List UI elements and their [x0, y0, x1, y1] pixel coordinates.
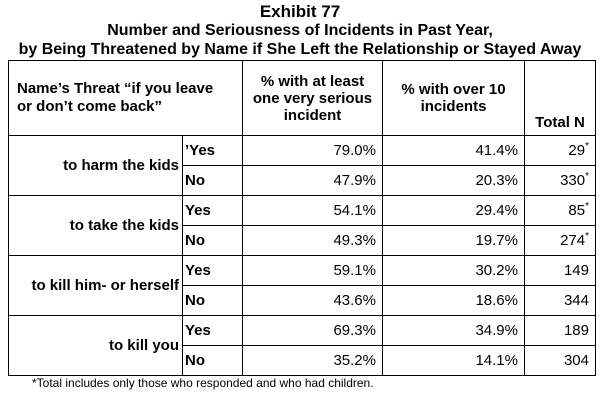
threat-label: to take the kids	[9, 196, 183, 256]
total-n-value: 149	[563, 262, 589, 279]
total-n-value: 29	[568, 142, 586, 159]
serious-pct-cell: 35.2%	[243, 346, 383, 376]
serious-pct-cell: 54.1%	[243, 196, 383, 226]
header-threat-line2: or don’t come back”	[17, 98, 163, 115]
serious-pct-cell: 47.9%	[243, 166, 383, 196]
over10-pct-cell: 19.7%	[383, 226, 525, 256]
header-over10-line1: % with over 10	[401, 81, 506, 98]
total-n-cell	[525, 316, 596, 346]
table-row	[9, 196, 596, 226]
answer-cell: No	[183, 166, 243, 196]
exhibit-title: Exhibit 77	[259, 2, 341, 21]
serious-pct-cell: 43.6%	[243, 286, 383, 316]
header-serious	[243, 61, 383, 136]
table-row	[9, 136, 596, 166]
total-n-cell	[525, 286, 596, 316]
over10-pct-cell: 41.4%	[383, 136, 525, 166]
threat-label: to kill him- or herself	[9, 256, 183, 316]
over10-pct-cell: 29.4%	[383, 196, 525, 226]
answer-cell: No	[183, 226, 243, 256]
total-n-cell	[525, 166, 596, 196]
footnote-marker: *	[585, 171, 589, 182]
serious-pct-cell: 79.0%	[243, 136, 383, 166]
table-row	[9, 316, 596, 346]
exhibit-subtitle-line2: by Being Threatened by Name if She Left the Relationship or Stayed Away	[18, 41, 582, 58]
total-n-value: 189	[563, 322, 589, 339]
footnote: *Total includes only those who responded and who had children.	[32, 376, 374, 390]
answer-cell: No	[183, 346, 243, 376]
total-n-cell	[525, 226, 596, 256]
footnote-marker: *	[585, 141, 589, 152]
header-threat-line1: Name’s Threat “if you leave	[17, 80, 214, 97]
total-n-value: 274	[560, 232, 586, 249]
header-serious-line3: incident	[283, 106, 342, 124]
total-n-cell	[525, 136, 596, 166]
over10-pct-cell: 34.9%	[383, 316, 525, 346]
total-n-cell	[525, 196, 596, 226]
header-serious-line2: one very serious	[252, 89, 373, 107]
total-n-cell	[525, 256, 596, 286]
serious-pct-cell: 49.3%	[243, 226, 383, 256]
total-n-value: 330	[560, 172, 586, 189]
over10-pct-cell: 30.2%	[383, 256, 525, 286]
header-serious-line1: % with at least	[260, 72, 365, 90]
threat-label: to harm the kids	[9, 136, 183, 196]
exhibit-subtitle-line1: Number and Seriousness of Incidents in Past Year,	[107, 22, 493, 39]
over10-pct-cell: 18.6%	[383, 286, 525, 316]
incidents-table	[8, 60, 596, 376]
total-n-cell	[525, 346, 596, 376]
header-row	[9, 61, 596, 136]
total-n-value: 85	[568, 202, 586, 219]
total-n-value: 304	[563, 352, 589, 369]
header-total: Total N	[525, 61, 596, 136]
answer-cell: Yes	[183, 256, 243, 286]
answer-cell: Yes	[183, 196, 243, 226]
threat-label: to kill you	[9, 316, 183, 376]
over10-pct-cell: 14.1%	[383, 346, 525, 376]
answer-cell: No	[183, 286, 243, 316]
over10-pct-cell: 20.3%	[383, 166, 525, 196]
header-over10-line2: incidents	[420, 98, 487, 115]
serious-pct-cell: 69.3%	[243, 316, 383, 346]
footnote-marker: *	[585, 231, 589, 242]
footnote-marker: *	[585, 201, 589, 212]
header-over10	[383, 61, 525, 136]
answer-cell: ’Yes	[183, 136, 243, 166]
header-threat	[9, 61, 243, 136]
table-row	[9, 256, 596, 286]
title-block	[0, 2, 600, 59]
answer-cell: Yes	[183, 316, 243, 346]
total-n-value: 344	[563, 292, 589, 309]
serious-pct-cell: 59.1%	[243, 256, 383, 286]
